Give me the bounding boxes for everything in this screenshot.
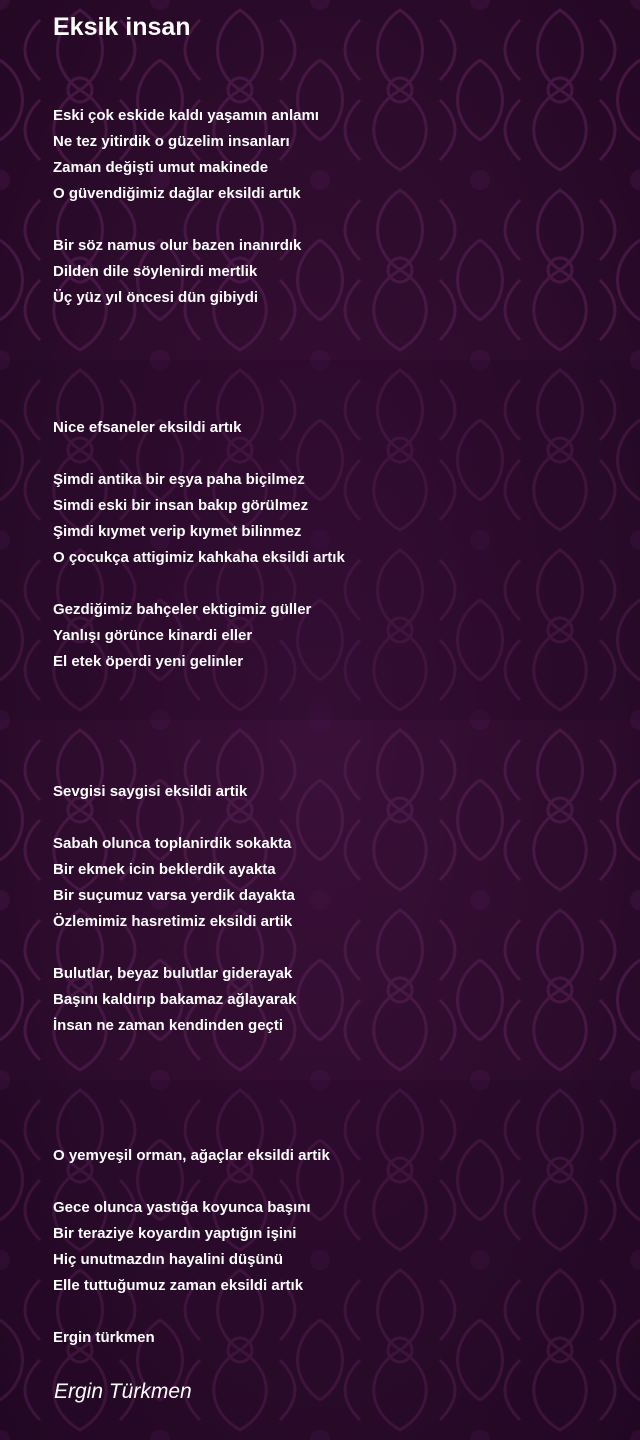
stanza-break xyxy=(53,805,345,831)
poem-line: Şimdi kıymet verip kıymet bilinmez xyxy=(53,523,302,540)
stanza-break xyxy=(53,727,345,753)
stanza-break xyxy=(53,389,345,415)
poem-line: Sabah olunca toplanirdik sokakta xyxy=(53,835,292,852)
poem-line: Simdi eski bir insan bakıp görülmez xyxy=(53,497,309,514)
poem-line: Gezdiğimiz bahçeler ektigimiz güller xyxy=(53,601,312,618)
poem-line: Ne tez yitirdik o güzelim insanları xyxy=(53,133,290,150)
poem-line: Sevgisi saygisi eksildi artik xyxy=(53,783,248,800)
stanza-break xyxy=(53,701,345,727)
stanza-break xyxy=(53,753,345,779)
poem-line: İnsan ne zaman kendinden geçti xyxy=(53,1017,284,1034)
stanza-break xyxy=(53,337,345,363)
stanza-break xyxy=(53,207,345,233)
poem-body xyxy=(53,103,345,1351)
poem-line: El etek öperdi yeni gelinler xyxy=(53,653,244,670)
poem-line: Elle tuttuğumuz zaman eksildi artık xyxy=(53,1277,304,1294)
poem-line: Ergin türkmen xyxy=(53,1329,155,1346)
stanza-break xyxy=(53,675,345,701)
stanza-break xyxy=(53,1169,345,1195)
poem-line: Yanlışı görünce kinardi eller xyxy=(53,627,253,644)
poem-line: Başını kaldırıp bakamaz ağlayarak xyxy=(53,991,297,1008)
poem-line: Zaman değişti umut makinede xyxy=(53,159,269,176)
poem-line: Bir suçumuz varsa yerdik dayakta xyxy=(53,887,295,904)
stanza-break xyxy=(53,441,345,467)
poem-line: O yemyeşil orman, ağaçlar eksildi artik xyxy=(53,1147,330,1164)
poem-line: Dilden dile söylenirdi mertlik xyxy=(53,263,258,280)
stanza-break xyxy=(53,935,345,961)
stanza-break xyxy=(53,571,345,597)
stanza-break xyxy=(53,311,345,337)
poem-author: Ergin Türkmen xyxy=(54,1380,192,1403)
stanza-break xyxy=(53,1091,345,1117)
poem-line: Bir söz namus olur bazen inanırdık xyxy=(53,237,302,254)
stanza-break xyxy=(53,363,345,389)
poem-line: Eski çok eskide kaldı yaşamın anlamı xyxy=(53,107,319,124)
stanza-break xyxy=(53,1299,345,1325)
poem-line: Bir teraziye koyardın yaptığın işini xyxy=(53,1225,297,1242)
poem-line: Nice efsaneler eksildi artık xyxy=(53,419,242,436)
poem-title: Eksik insan xyxy=(53,13,191,41)
poem-line: Bulutlar, beyaz bulutlar giderayak xyxy=(53,965,293,982)
poem-line: Gece olunca yastığa koyunca başını xyxy=(53,1199,311,1216)
poem-line: O güvendiğimiz dağlar eksildi artık xyxy=(53,185,301,202)
poem-line: Hiç unutmazdın hayalini düşünü xyxy=(53,1251,284,1268)
poem-line: Özlemimiz hasretimiz eksildi artik xyxy=(53,913,293,930)
poem-line: Şimdi antika bir eşya paha biçilmez xyxy=(53,471,305,488)
poem-line: Bir ekmek icin beklerdik ayakta xyxy=(53,861,276,878)
poem-line: O çocukça attigimiz kahkaha eksildi artık xyxy=(53,549,345,566)
poem-line: Üç yüz yıl öncesi dün gibiydi xyxy=(53,289,259,306)
stanza-break xyxy=(53,1117,345,1143)
stanza-break xyxy=(53,1039,345,1065)
stanza-break xyxy=(53,1065,345,1091)
